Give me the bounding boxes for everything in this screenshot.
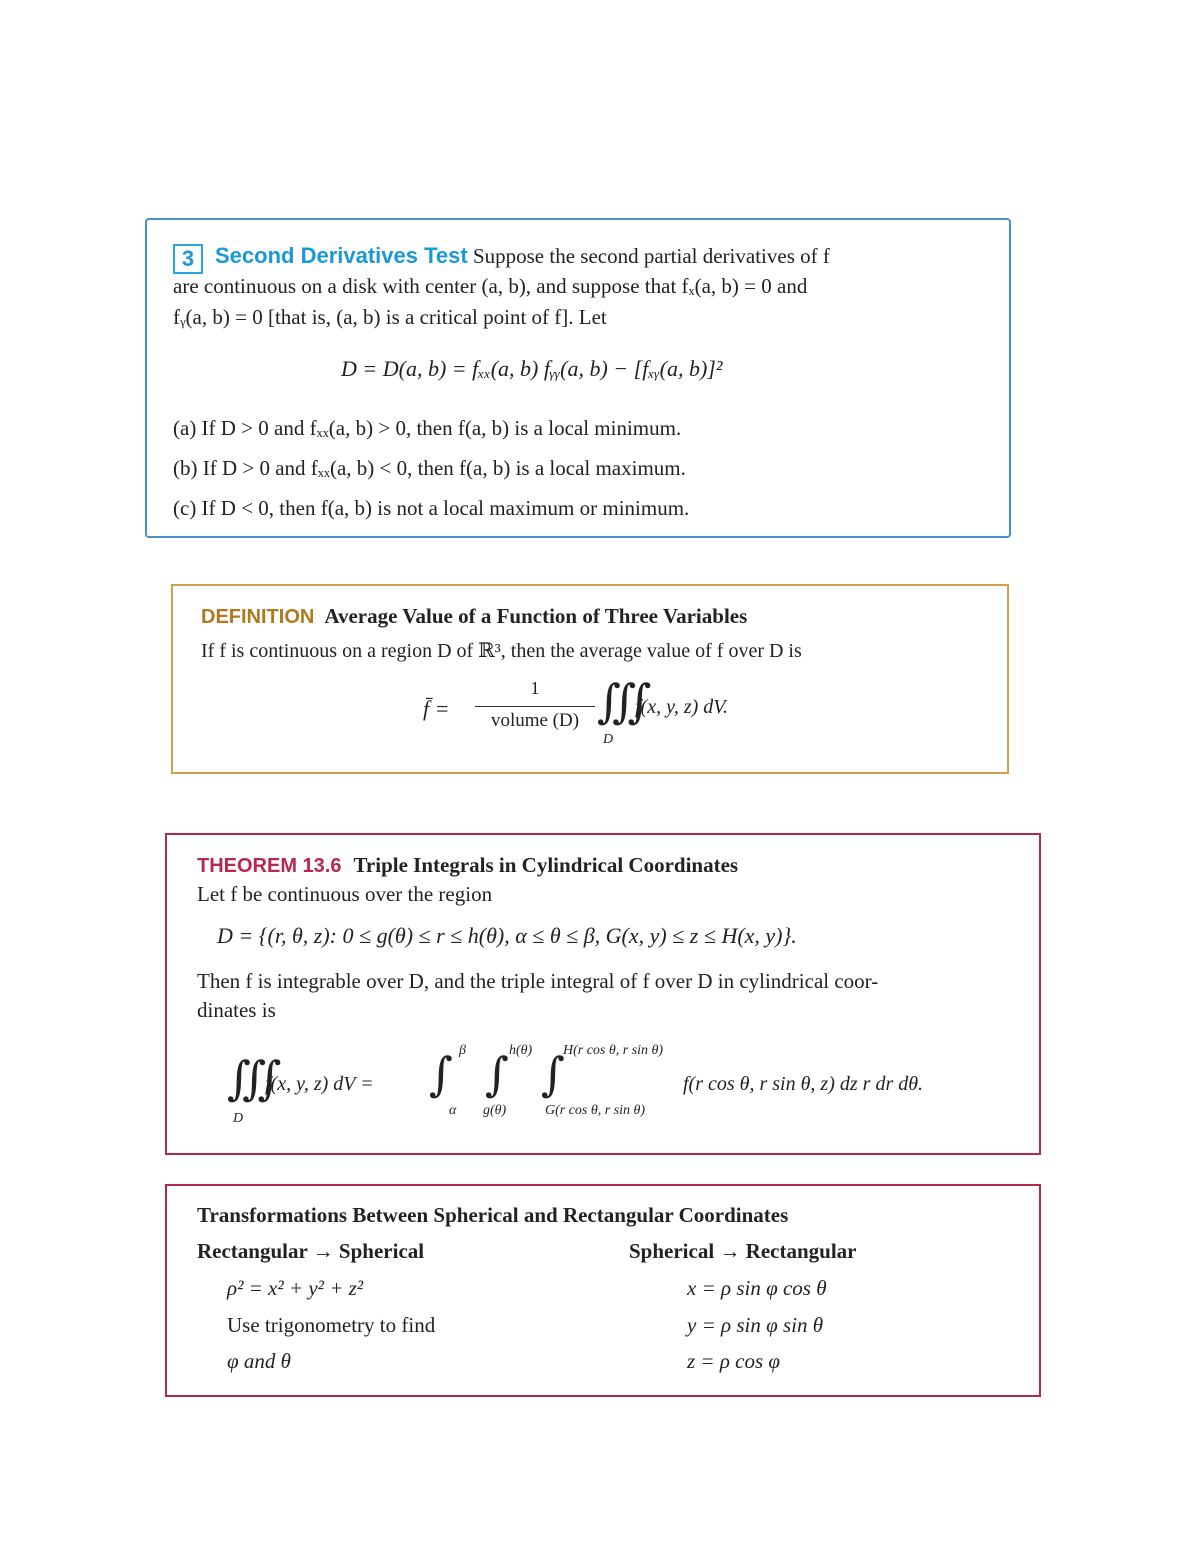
rho-squared-formula: ρ² = x² + y² + z² <box>227 1276 364 1300</box>
definition-heading <box>201 604 747 629</box>
case-a: (a) If D > 0 and fₓₓ(a, b) > 0, then f(a, b) is a local minimum. <box>173 416 682 440</box>
middle-upper-limit: h(θ) <box>509 1043 533 1058</box>
theorem-label: THEOREM 13.6 <box>197 855 342 877</box>
theorem-line-1: Let f be continuous over the region <box>197 882 493 906</box>
x-formula: x = ρ sin φ cos θ <box>687 1276 827 1300</box>
outer-upper-limit: β <box>459 1043 466 1058</box>
theorem-number-badge: 3 <box>173 244 203 274</box>
average-value-definition-box <box>171 584 1009 774</box>
lhs-region: D <box>233 1111 244 1126</box>
inner-upper-limit: H(r cos θ, r sin θ) <box>563 1043 664 1058</box>
middle-lower-limit: g(θ) <box>483 1103 507 1118</box>
theorem-line-2: Then f is integrable over D, and the triple integral of f over D in cylindrical coor- <box>197 969 879 993</box>
integral-region: D <box>603 732 614 747</box>
inner-lower-limit: G(r cos θ, r sin θ) <box>545 1103 646 1118</box>
theorem-heading <box>197 853 738 878</box>
test-intro-1: Suppose the second partial derivatives of f <box>472 244 830 268</box>
definition-text: If f is continuous on a region D of ℝ³, then the average value of f over D is <box>201 640 802 662</box>
lhs-triple-integral: ∭ <box>227 1051 282 1105</box>
fraction-denominator: volume (D) <box>490 710 580 731</box>
definition-label: DEFINITION <box>201 606 315 628</box>
test-intro-2: are continuous on a disk with center (a, b), and suppose that fₓ(a, b) = 0 and <box>173 274 808 298</box>
cylindrical-theorem-box <box>165 833 1041 1155</box>
rect-to-spherical-header: Rectangular → Spherical <box>197 1239 425 1263</box>
transform-title: Transformations Between Spherical and Rectangular Coordinates <box>197 1203 789 1227</box>
z-formula: z = ρ cos φ <box>687 1349 781 1373</box>
test-first-line <box>215 243 830 269</box>
fraction-numerator: 1 <box>530 678 540 698</box>
rhs-integrand: f(r cos θ, r sin θ, z) dz r dr dθ. <box>683 1073 924 1095</box>
theorem-line-3: dinates is <box>197 998 276 1022</box>
case-c: (c) If D < 0, then f(a, b) is not a local maximum or minimum. <box>173 496 690 520</box>
spherical-to-rect-header: Spherical → Rectangular <box>629 1239 857 1263</box>
y-formula: y = ρ sin φ sin θ <box>687 1313 824 1337</box>
spherical-transformations-box <box>165 1184 1041 1397</box>
outer-integral-symbol: ∫ <box>429 1047 453 1101</box>
theorem-title: Triple Integrals in Cylindrical Coordinates <box>353 853 739 877</box>
average-integrand: f(x, y, z) dV. <box>635 696 728 718</box>
outer-lower-limit: α <box>449 1103 457 1118</box>
discriminant-formula: D = D(a, b) = fₓₓ(a, b) fᵧᵧ(a, b) − [fₓᵧ(a, b)]² <box>341 356 723 381</box>
region-definition: D = {(r, θ, z): 0 ≤ g(θ) ≤ r ≤ h(θ), α ≤ θ ≤ β, G(x, y) ≤ z ≤ H(x, y)}. <box>217 923 797 948</box>
test-intro-3: fᵧ(a, b) = 0 [that is, (a, b) is a critical point of f]. Let <box>173 305 607 329</box>
phi-theta-note: φ and θ <box>227 1349 291 1373</box>
second-derivatives-test-box <box>145 218 1011 538</box>
triple-integral-symbol: ∭ <box>597 674 652 728</box>
definition-title: Average Value of a Function of Three Variables <box>324 604 748 628</box>
inner-integral-symbol: ∫ <box>541 1047 565 1101</box>
middle-integral-symbol: ∫ <box>485 1047 509 1101</box>
lhs-integrand: f(x, y, z) dV = <box>265 1073 374 1095</box>
test-title: Second Derivatives Test <box>215 243 468 268</box>
f-bar: f̄ = <box>423 696 450 721</box>
case-b: (b) If D > 0 and fₓₓ(a, b) < 0, then f(a, b) is a local maximum. <box>173 456 686 480</box>
trig-note: Use trigonometry to find <box>227 1313 436 1337</box>
fraction-bar <box>475 706 595 707</box>
